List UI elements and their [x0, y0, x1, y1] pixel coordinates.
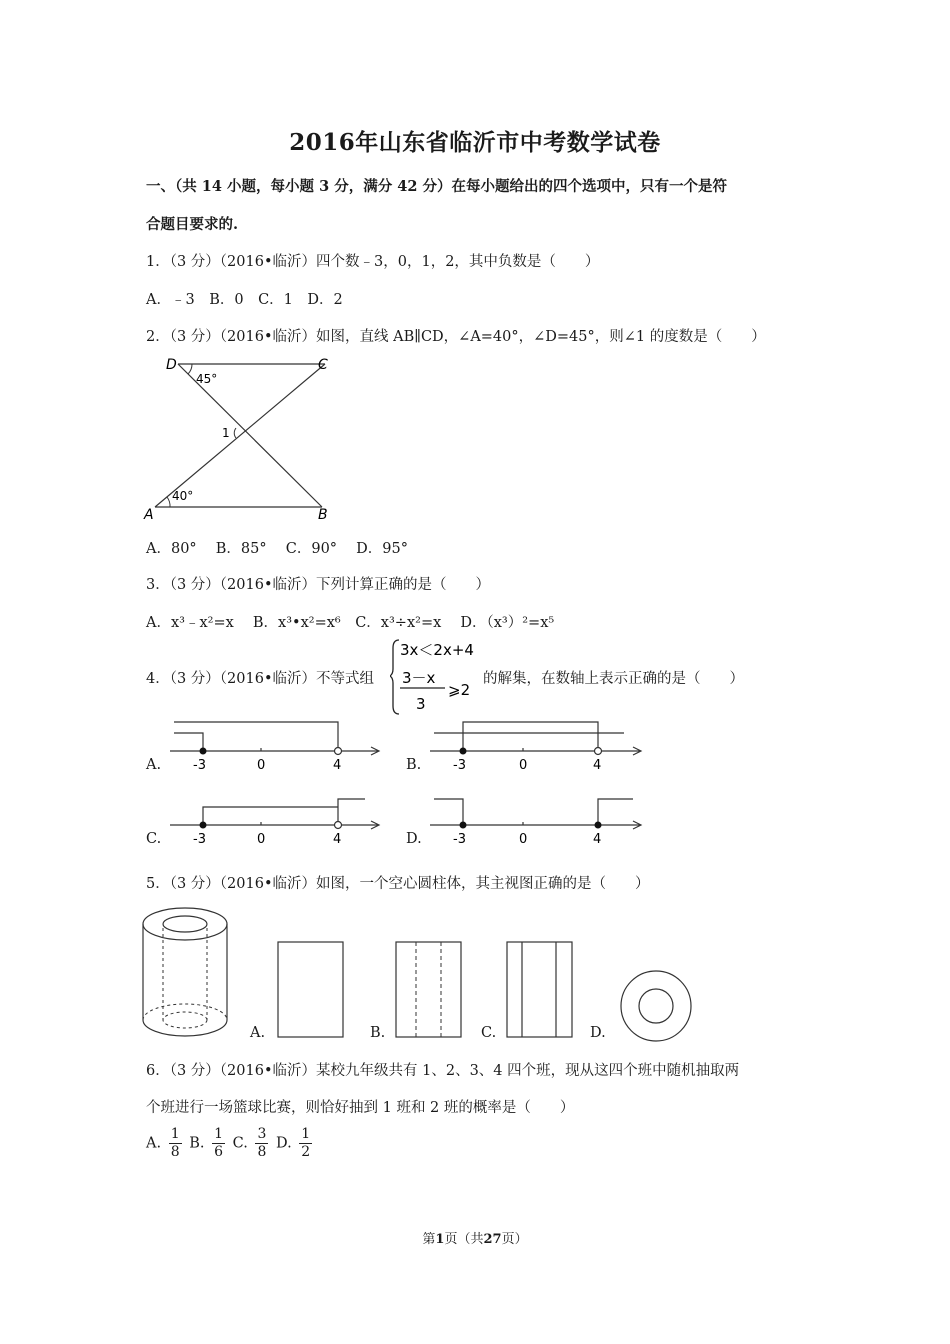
question-5-stem: 5．（3 分）（2016•临沂）如图，一个空心圆柱体，其主视图正确的是（ ）	[146, 876, 650, 892]
point-d-label: D	[166, 357, 177, 373]
question-1-stem: 1．（3 分）（2016•临沂）四个数﹣3，0，1，2，其中负数是（ ）	[146, 254, 600, 270]
q5-option-d-figure	[618, 968, 694, 1044]
angle-a-label: 40°	[172, 489, 194, 503]
fraction-numerator: 1	[170, 1126, 180, 1142]
q6-option-b-fraction	[212, 1126, 225, 1161]
footer-prefix: 第	[422, 1232, 436, 1247]
tick-label: -3	[453, 758, 466, 773]
q5-option-c-figure	[506, 941, 574, 1039]
q6-option-a-label: A.	[146, 1135, 162, 1152]
question-3-stem: 3．（3 分）（2016•临沂）下列计算正确的是（ ）	[146, 577, 491, 593]
footer-middle: 页（共	[444, 1232, 484, 1247]
q4-option-b-label: B.	[406, 757, 422, 773]
tick-label: 4	[333, 758, 342, 773]
q6-option-b-label: B.	[189, 1135, 205, 1152]
section-heading-line2: 合题目要求的.	[146, 216, 239, 233]
q5-option-a-label: A.	[250, 1025, 266, 1041]
tick-label: -3	[453, 832, 466, 847]
q4-option-b-numberline	[428, 718, 648, 776]
q6-option-a-fraction	[169, 1126, 182, 1161]
inequality-system	[390, 638, 482, 716]
fraction-numerator: 3	[257, 1126, 267, 1142]
q5-option-b-label: B.	[370, 1025, 386, 1041]
question-3-options: A．x³﹣x²=x B．x³•x²=x⁶ C．x³÷x²=x D．（x³）²=x⁵	[146, 615, 555, 631]
q4-option-a-label: A.	[146, 757, 162, 773]
fraction-denominator: 8	[257, 1144, 267, 1160]
fraction-denominator: 6	[214, 1144, 224, 1160]
fraction-denominator: 8	[170, 1144, 180, 1160]
q6-option-d-label: D.	[275, 1135, 292, 1152]
question-4-stem-after: 的解集，在数轴上表示正确的是（ ）	[483, 671, 744, 687]
q4-option-c-label: C.	[146, 831, 162, 847]
q6-option-c-fraction	[255, 1126, 268, 1161]
angle-1-label: 1	[222, 426, 230, 440]
q5-option-d-label: D.	[590, 1025, 606, 1041]
question-2-stem: 2．（3 分）（2016•临沂）如图，直线 AB∥CD，∠A=40°，∠D=45°，则∠1 的度数是（ ）	[146, 329, 766, 345]
point-a-label: A	[144, 507, 154, 523]
point-c-label: C	[318, 357, 328, 373]
hollow-cylinder-figure	[140, 904, 235, 1044]
point-b-label: B	[318, 507, 328, 523]
question-2-options: A．80° B．85° C．90° D．95°	[146, 541, 408, 557]
footer-total-pages: 27	[483, 1232, 502, 1247]
q4-option-a-numberline	[168, 718, 388, 776]
q5-option-b-figure	[395, 941, 463, 1039]
page-title: 2016年山东省临沂市中考数学试卷	[289, 129, 661, 156]
tick-label: 0	[519, 832, 528, 847]
page-footer	[0, 1228, 950, 1247]
inequality-2-numerator: 3－x	[402, 669, 436, 687]
tick-label: 0	[257, 832, 266, 847]
question-6-options	[146, 1126, 315, 1161]
q6-option-c-label: C.	[232, 1135, 248, 1152]
tick-label: -3	[193, 758, 206, 773]
tick-label: 4	[593, 832, 602, 847]
question-6-stem-line2: 个班进行一场篮球比赛，则恰好抽到 1 班和 2 班的概率是（ ）	[146, 1100, 575, 1116]
inequality-2-relation: ⩾2	[448, 681, 471, 699]
question-6-stem-line1: 6．（3 分）（2016•临沂）某校九年级共有 1、2、3、4 四个班，现从这四个班中随机抽取两	[146, 1063, 740, 1079]
q4-option-d-numberline	[428, 792, 648, 850]
question-2-figure	[140, 352, 355, 524]
inequality-1: 3x＜2x+4	[400, 641, 474, 659]
fraction-denominator: 2	[301, 1144, 311, 1160]
tick-label: 0	[257, 758, 266, 773]
section-heading-line1: 一、（共 14 小题，每小题 3 分，满分 42 分）在每小题给出的四个选项中，只有一个是符	[146, 178, 727, 195]
footer-page-number: 1	[435, 1232, 445, 1247]
tick-label: 4	[333, 832, 342, 847]
fraction-numerator: 1	[214, 1126, 224, 1142]
q4-option-c-numberline	[168, 792, 388, 850]
question-4-stem-before: 4．（3 分）（2016•临沂）不等式组	[146, 671, 375, 687]
q4-option-d-label: D.	[406, 831, 422, 847]
tick-label: 4	[593, 758, 602, 773]
q6-option-d-fraction	[299, 1126, 312, 1161]
q5-option-c-label: C.	[481, 1025, 497, 1041]
tick-label: -3	[193, 832, 206, 847]
fraction-numerator: 1	[301, 1126, 311, 1142]
tick-label: 0	[519, 758, 528, 773]
inequality-2-denominator: 3	[416, 695, 426, 713]
q5-option-a-figure	[277, 941, 345, 1039]
footer-suffix: 页）	[501, 1232, 528, 1247]
angle-d-label: 45°	[196, 372, 218, 386]
question-1-options: A．﹣3 B．0 C．1 D．2	[146, 292, 343, 308]
